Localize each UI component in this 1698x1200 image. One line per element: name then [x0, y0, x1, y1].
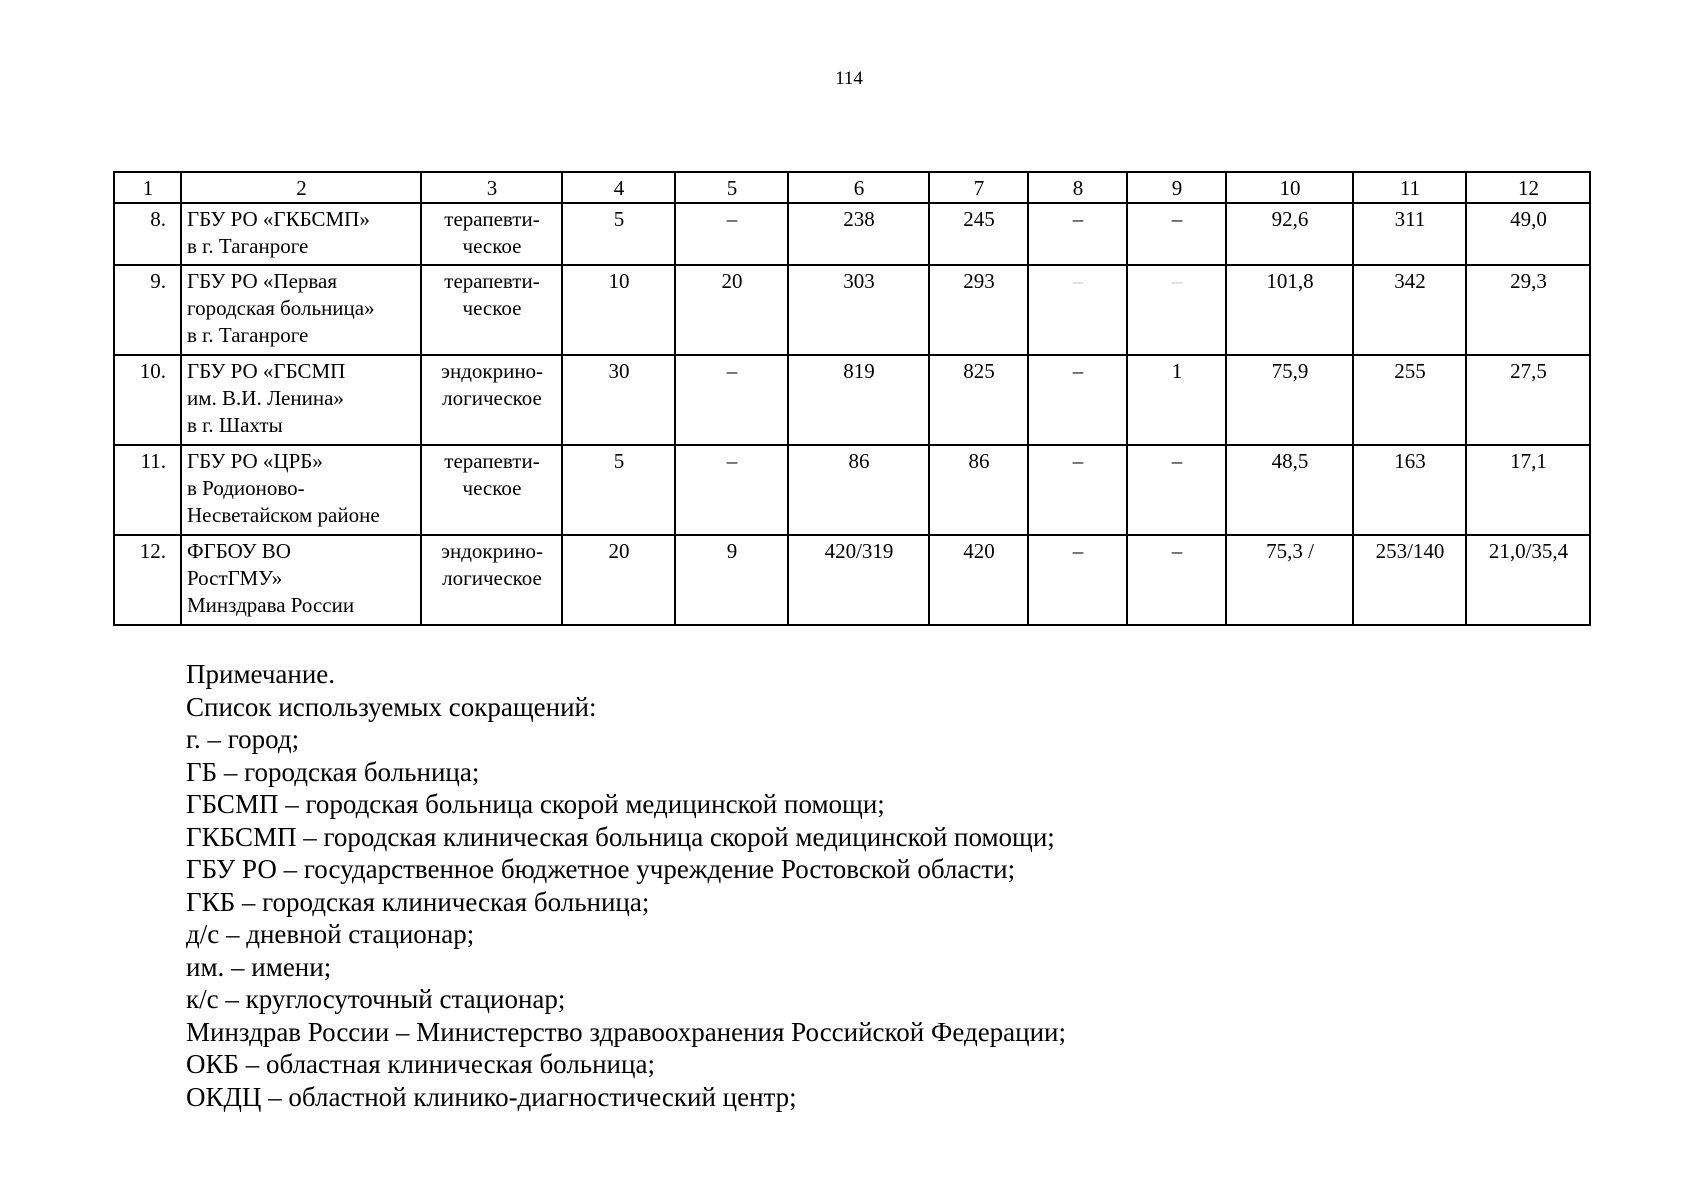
value-cell: 293 [929, 265, 1028, 355]
abbreviation-item: Минздрав России – Министерство здравоохранения Российской Федерации; [186, 1016, 1067, 1047]
table-row [114, 265, 1590, 355]
table-row [114, 535, 1590, 625]
header-cell: 4 [562, 172, 675, 203]
value-cell: – [1127, 445, 1226, 535]
institution-cell [181, 265, 421, 355]
profile-line: терапевти- [444, 269, 540, 293]
row-number-cell: 8. [114, 203, 181, 265]
value-cell: 48,5 [1226, 445, 1353, 535]
header-cell: 6 [788, 172, 929, 203]
abbreviation-item: ГБУ РО – государственное бюджетное учреждение Ростовской области; [186, 854, 1016, 884]
institution-line: ГБУ РО «Первая [187, 269, 338, 293]
value-cell: – [1028, 203, 1127, 265]
value-cell: 245 [929, 203, 1028, 265]
value-cell: – [1028, 445, 1127, 535]
value-cell: – [1127, 265, 1226, 355]
abbreviation-item: ГБСМП – городская больница скорой медицинской помощи; [186, 789, 885, 819]
value-cell: 75,3 / [1226, 535, 1353, 625]
value-cell: – [1028, 265, 1127, 355]
institution-line: городская больница» [187, 296, 375, 320]
profile-line: ческое [462, 476, 522, 500]
value-cell: 819 [788, 355, 929, 445]
value-cell: 238 [788, 203, 929, 265]
value-cell: 9 [675, 535, 788, 625]
value-cell: 163 [1353, 445, 1466, 535]
value-cell: – [675, 203, 788, 265]
value-cell: – [1127, 535, 1226, 625]
table-row [114, 445, 1590, 535]
abbreviation-item: ОКДЦ – областной клинико-диагностический центр; [186, 1081, 797, 1112]
row-number-cell: 12. [114, 535, 181, 625]
value-cell: 92,6 [1226, 203, 1353, 265]
value-cell: 5 [562, 203, 675, 265]
profile-cell [421, 355, 562, 445]
value-cell: 5 [562, 445, 675, 535]
abbreviation-item: ОКБ – областная клиническая больница; [186, 1049, 655, 1079]
profile-line: логическое [442, 386, 542, 410]
value-cell: 30 [562, 355, 675, 445]
institution-line: в Родионово- [187, 476, 305, 500]
profile-line: ческое [462, 234, 522, 258]
abbreviation-item: ГБ – городская больница; [186, 756, 480, 787]
value-cell: 86 [788, 445, 929, 535]
note-title: Примечание. [186, 659, 336, 689]
profile-line: терапевти- [444, 207, 540, 231]
abbreviations-note [186, 658, 1066, 1113]
value-cell: 21,0/35,4 [1466, 535, 1590, 625]
value-cell: 17,1 [1466, 445, 1590, 535]
value-cell: 342 [1353, 265, 1466, 355]
header-cell: 12 [1466, 172, 1590, 203]
institution-line: ФГБОУ ВО [187, 539, 291, 563]
row-number-cell: 9. [114, 265, 181, 355]
profile-cell [421, 203, 562, 265]
institution-line: ГБУ РО «ЦРБ» [187, 449, 323, 473]
row-number-cell: 11. [114, 445, 181, 535]
value-cell: 20 [562, 535, 675, 625]
value-cell: 303 [788, 265, 929, 355]
header-cell: 10 [1226, 172, 1353, 203]
profile-cell [421, 535, 562, 625]
table-row [114, 203, 1590, 265]
abbreviation-item: к/с – круглосуточный стационар; [186, 984, 566, 1014]
institution-line: в г. Шахты [187, 413, 283, 437]
value-cell: 20 [675, 265, 788, 355]
abbreviation-item: им. – имени; [186, 951, 332, 982]
value-cell: – [675, 355, 788, 445]
institution-cell [181, 445, 421, 535]
profile-line: терапевти- [444, 449, 540, 473]
value-cell: 86 [929, 445, 1028, 535]
institution-line: в г. Таганроге [187, 323, 309, 347]
value-cell: 420 [929, 535, 1028, 625]
page-number: 114 [835, 68, 863, 89]
profile-line: эндокрино- [440, 539, 544, 563]
value-cell: 10 [562, 265, 675, 355]
institution-line: ГБУ РО «ГБСМП [187, 359, 346, 383]
value-cell: – [1028, 355, 1127, 445]
header-cell: 2 [181, 172, 421, 203]
value-cell: 420/319 [788, 535, 929, 625]
institution-line: РостГМУ» [187, 566, 283, 590]
profile-cell [421, 265, 562, 355]
institution-cell [181, 355, 421, 445]
value-cell: 49,0 [1466, 203, 1590, 265]
abbreviation-item: ГКБСМП – городская клиническая больница скорой медицинской помощи; [186, 821, 1055, 852]
data-table [113, 171, 1591, 626]
institution-line: Несветайском районе [187, 503, 380, 527]
value-cell: 311 [1353, 203, 1466, 265]
institution-line: им. В.И. Ленина» [187, 386, 344, 410]
value-cell: – [675, 445, 788, 535]
profile-line: логическое [442, 566, 542, 590]
table-header-row [114, 172, 1590, 203]
abbreviation-item: г. – город; [186, 724, 300, 754]
note-intro: Список используемых сокращений: [186, 691, 597, 722]
abbreviation-item: д/с – дневной стационар; [186, 919, 475, 949]
value-cell: 1 [1127, 355, 1226, 445]
profile-line: ческое [462, 296, 522, 320]
table-row [114, 355, 1590, 445]
header-cell: 5 [675, 172, 788, 203]
value-cell: 253/140 [1353, 535, 1466, 625]
header-cell: 7 [929, 172, 1028, 203]
institution-line: ГБУ РО «ГКБСМП» [187, 207, 370, 231]
value-cell: – [1127, 203, 1226, 265]
institution-line: в г. Таганроге [187, 234, 309, 258]
value-cell: 101,8 [1226, 265, 1353, 355]
profile-line: эндокрино- [440, 359, 544, 383]
header-cell: 9 [1127, 172, 1226, 203]
header-cell: 11 [1353, 172, 1466, 203]
value-cell: – [1028, 535, 1127, 625]
institution-line: Минздрава России [187, 593, 355, 617]
institution-cell [181, 535, 421, 625]
profile-cell [421, 445, 562, 535]
value-cell: 27,5 [1466, 355, 1590, 445]
institution-cell [181, 203, 421, 265]
value-cell: 255 [1353, 355, 1466, 445]
header-cell: 8 [1028, 172, 1127, 203]
header-cell: 1 [114, 172, 181, 203]
abbreviation-item: ГКБ – городская клиническая больница; [186, 886, 650, 917]
value-cell: 75,9 [1226, 355, 1353, 445]
row-number-cell: 10. [114, 355, 181, 445]
value-cell: 825 [929, 355, 1028, 445]
header-cell: 3 [421, 172, 562, 203]
value-cell: 29,3 [1466, 265, 1590, 355]
